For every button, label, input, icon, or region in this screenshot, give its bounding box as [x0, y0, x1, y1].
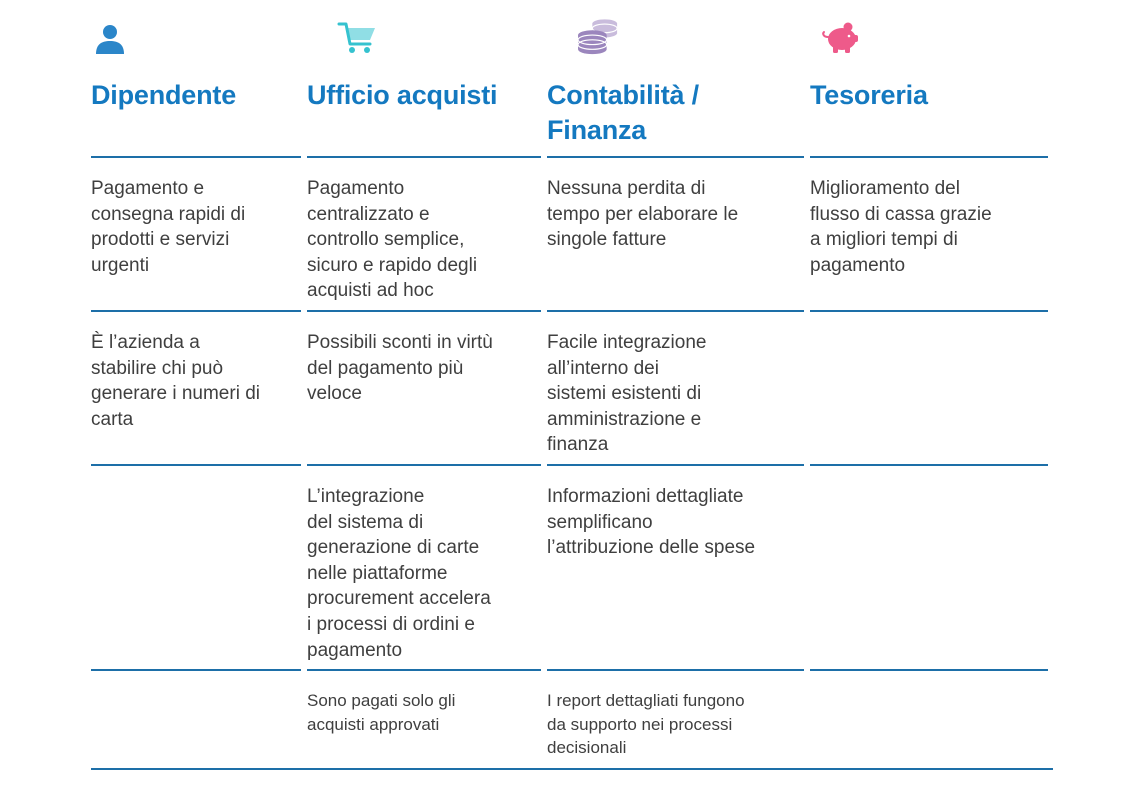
piggy-bank-icon [818, 18, 864, 58]
cell: Informazioni dettagliate semplificano l’attribuzione delle spese [547, 486, 756, 559]
cell: Facile integrazione all’interno dei sistemi esistenti di amministrazione e finanza [547, 332, 707, 456]
cell: I report dettagliati fungono da supporto nei processi decisionali [547, 691, 745, 757]
divider [307, 310, 541, 312]
divider [810, 156, 1048, 158]
divider [547, 310, 804, 312]
cell: Nessuna perdita di tempo per elaborare le singole fatture [547, 178, 739, 251]
divider [810, 310, 1048, 312]
divider [307, 669, 541, 671]
cell: Pagamento e consegna rapidi di prodotti e servizi urgenti [91, 178, 246, 276]
divider [91, 464, 301, 466]
cell: Pagamento centralizzato e controllo semplice, sicuro e rapido degli acquisti ad hoc [307, 178, 478, 302]
divider [307, 156, 541, 158]
divider [91, 669, 301, 671]
divider [91, 156, 301, 158]
divider [810, 669, 1048, 671]
divider [810, 464, 1048, 466]
cell: Sono pagati solo gli acquisti approvati [307, 691, 456, 734]
divider [307, 464, 541, 466]
cell: Miglioramento del flusso di cassa grazie a migliori tempi di pagamento [810, 178, 992, 276]
person-icon [91, 18, 131, 58]
cell: È l’azienda a stabilire chi può generare i numeri di carta [91, 332, 260, 430]
coins-icon [575, 16, 623, 56]
cell: Possibili sconti in virtù del pagamento più veloce [307, 332, 493, 405]
bottom-divider [91, 768, 1053, 770]
divider [547, 669, 804, 671]
cell: L’integrazione del sistema di generazione di carte nelle piattaforme procurement accelera i processi di ordini e pagamento [307, 486, 491, 661]
divider [547, 464, 804, 466]
column-title: Tesoreria [810, 80, 928, 110]
divider [547, 156, 804, 158]
column-title: Dipendente [91, 80, 237, 110]
divider [91, 310, 301, 312]
column-title: Contabilità / Finanza [547, 80, 699, 145]
shopping-cart-icon [337, 18, 383, 58]
column-title: Ufficio acquisti [307, 80, 498, 110]
